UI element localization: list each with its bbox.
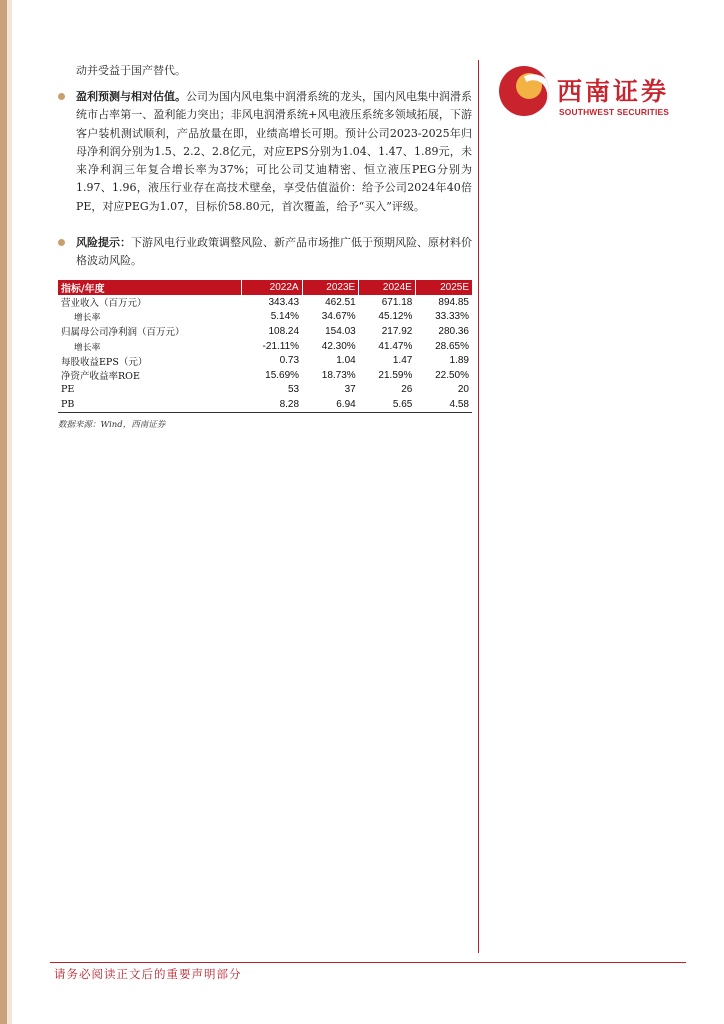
table-cell: 22.50% <box>435 369 469 381</box>
table-row <box>58 368 472 383</box>
table-row-label: 增长率 <box>74 313 101 324</box>
bullet-dot-icon <box>58 239 65 246</box>
table-header-row <box>58 280 472 295</box>
bullet-valuation-text <box>76 88 472 216</box>
table-row-label: PB <box>58 397 242 412</box>
table-row <box>58 295 472 310</box>
table-cell: 1.04 <box>336 355 356 367</box>
table-source-note: 数据来源：Wind，西南证券 <box>58 420 166 430</box>
table-row <box>58 383 472 398</box>
table-row <box>58 324 472 339</box>
continuation-text: 动并受益于国产替代。 <box>76 64 186 77</box>
table-cell: 8.28 <box>242 397 302 412</box>
table-cell: 34.67% <box>321 311 356 323</box>
bullet-valuation-body: 公司为国内风电集中润滑系统的龙头，国内风电集中润滑系统市占率第一、盈利能力突出；非风电润滑系统+风电液压系统多领域拓展，下游客户装机测试顺利，产品放量在即，业绩高增长可期。预计公司2023-2025年归母净利润分别为1.5、2.2、2.8亿元，对应EPS分别为1.04、1.47、1.89元，未来净利润三年复合增长率为37%；可比公司艾迪精密、恒立液压PEG分别为1.97、1.96，液压行业存在高技术壁垒，享受估值溢价：给予公司2024年40倍PE，对应PEG为1.07，目标价58.80元，首次覆盖，给予“买入”评级。 <box>76 90 472 213</box>
company-logo <box>499 66 689 122</box>
table-cell: 41.47% <box>378 340 413 352</box>
table-row <box>58 310 472 325</box>
table-cell: 894.85 <box>438 296 469 308</box>
table-cell: 0.73 <box>279 355 300 367</box>
table-cell: 280.36 <box>438 325 469 337</box>
table-row <box>58 339 472 354</box>
table-cell: 33.33% <box>435 311 469 323</box>
bullet-valuation-lead: 盈利预测与相对估值。 <box>76 90 186 103</box>
table-cell: 1.89 <box>449 355 469 367</box>
bullet-risk-text <box>76 234 472 271</box>
footer-divider <box>50 962 686 963</box>
financial-forecast-table <box>58 280 472 413</box>
table-row-label: 归属母公司净利润（百万元） <box>61 327 185 339</box>
table-row-label: 增长率 <box>74 342 101 353</box>
logo-chinese-name: 西南证券 <box>557 77 670 106</box>
table-row <box>58 353 472 368</box>
bullet-risk-body: 下游风电行业政策调整风险、新产品市场推广低于预期风险、原材料价格波动风险。 <box>76 236 472 268</box>
vertical-divider <box>478 60 479 953</box>
table-cell: -21.11% <box>262 340 300 352</box>
left-decorative-bar <box>0 0 12 1024</box>
table-cell: 4.58 <box>415 397 472 412</box>
table-cell: 343.43 <box>268 296 300 308</box>
table-cell: 53 <box>287 384 300 396</box>
table-header-cell: 指标/年度 <box>58 280 242 295</box>
table-row-label: 每股收益EPS（元） <box>61 356 148 368</box>
bullet-dot-icon <box>58 93 65 100</box>
bullet-valuation <box>58 88 472 216</box>
table-cell: 21.59% <box>378 369 413 381</box>
table-cell: 154.03 <box>325 325 356 337</box>
logo-emblem-icon <box>499 66 549 116</box>
table-cell: 671.18 <box>381 296 413 308</box>
table-cell: 108.24 <box>268 325 300 337</box>
table-cell: 6.94 <box>302 397 359 412</box>
table-cell: 42.30% <box>321 340 356 352</box>
table-cell: 26 <box>401 384 413 396</box>
table-header-cell: 2022A <box>242 280 302 295</box>
table-row <box>58 397 472 412</box>
table-row-label: 营业收入（百万元） <box>61 298 147 310</box>
table-header-cell: 2025E <box>415 280 472 295</box>
logo-english-name: SOUTHWEST SECURITIES <box>559 107 670 117</box>
table-cell: 217.92 <box>381 325 413 337</box>
table-cell: 20 <box>457 384 469 396</box>
table-cell: 45.12% <box>378 311 413 323</box>
table-cell: 1.47 <box>392 355 413 367</box>
table-row-label: PE <box>61 384 75 396</box>
table-header-cell: 2024E <box>359 280 416 295</box>
footer-disclaimer: 请务必阅读正文后的重要声明部分 <box>54 967 242 981</box>
table-row-label: 净资产收益率ROE <box>61 371 140 383</box>
table-cell: 37 <box>344 384 356 396</box>
bullet-risk-lead: 风险提示： <box>76 236 131 249</box>
table-cell: 462.51 <box>325 296 356 308</box>
table-cell: 5.65 <box>359 397 416 412</box>
table-cell: 28.65% <box>435 340 469 352</box>
table-cell: 15.69% <box>265 369 300 381</box>
table-header-cell: 2023E <box>302 280 359 295</box>
bullet-risk <box>58 234 472 271</box>
table-cell: 5.14% <box>270 311 300 323</box>
table-cell: 18.73% <box>321 369 356 381</box>
